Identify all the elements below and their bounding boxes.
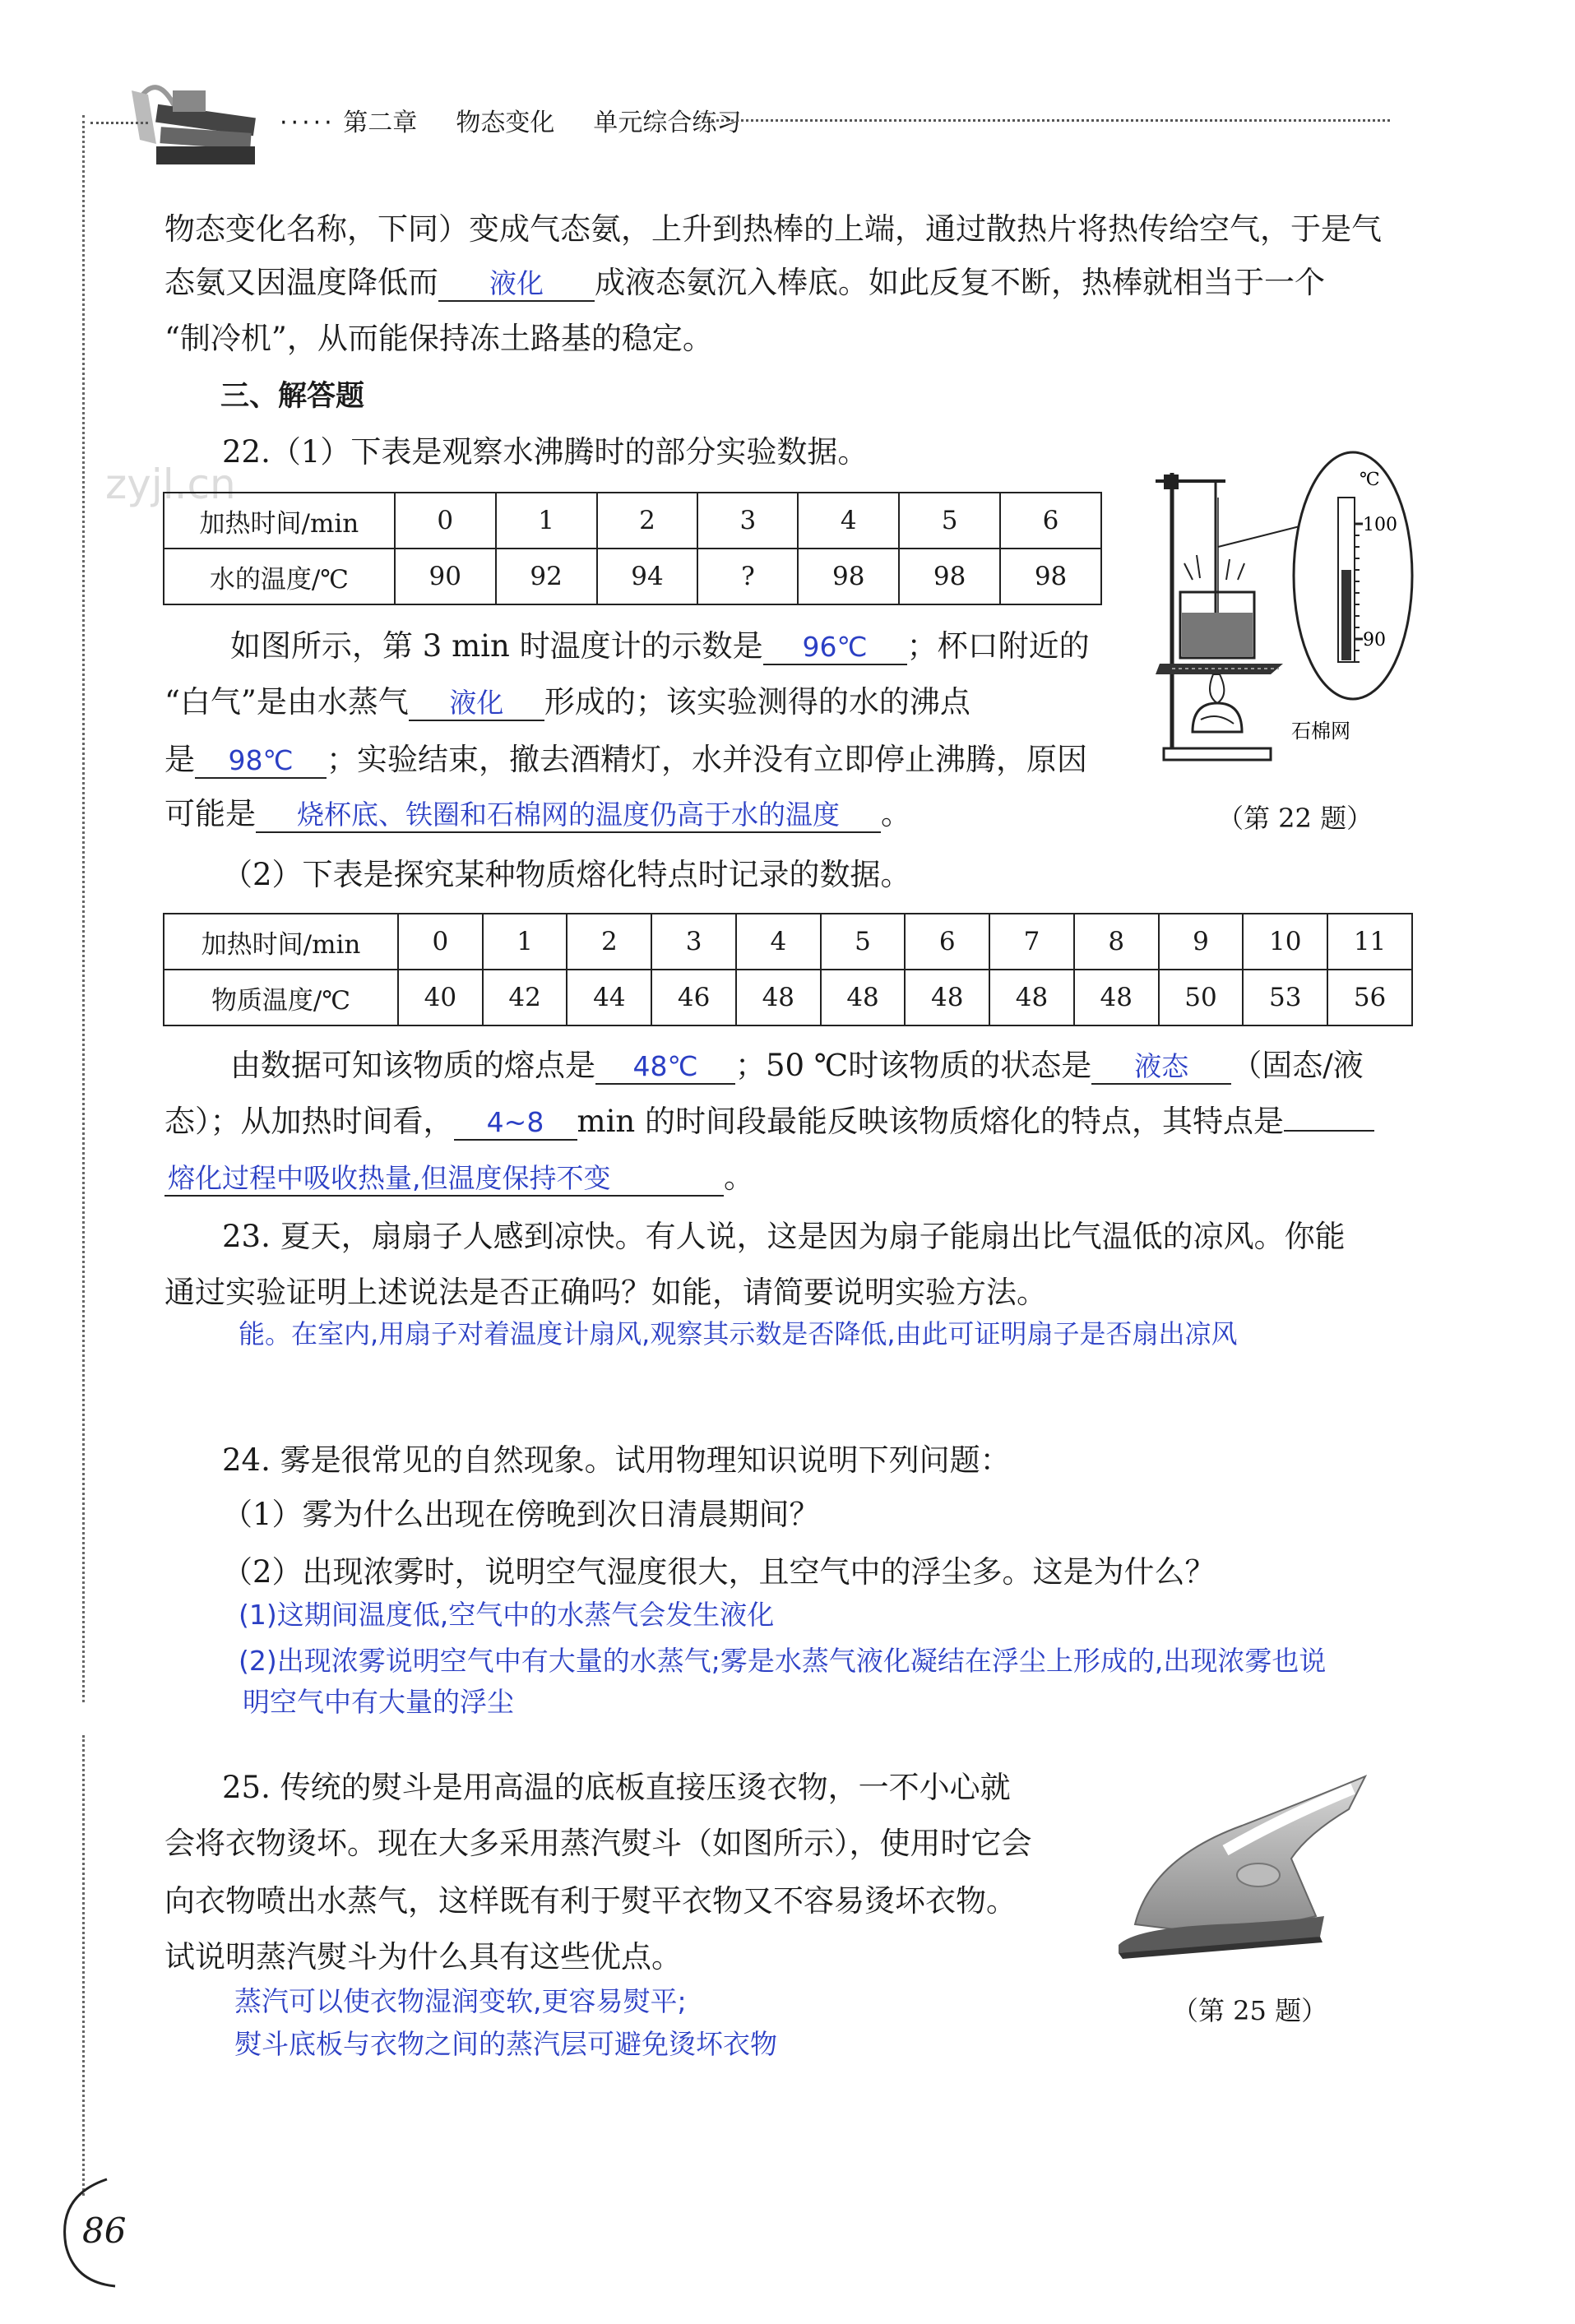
header-books-logo xyxy=(123,66,271,173)
table-cell: 2 xyxy=(567,914,651,970)
table-cell: 98 xyxy=(1000,549,1101,604)
answer-liquefy-1: 液化 xyxy=(489,267,544,299)
table-cell: 56 xyxy=(1327,970,1412,1025)
table-cell: 2 xyxy=(597,493,698,549)
table-cell: 40 xyxy=(398,970,483,1025)
table-cell: 50 xyxy=(1159,970,1244,1025)
table-cell: 1 xyxy=(483,914,567,970)
intro-line-2: 态氨又因温度降低而 液化 成液态氨沉入棒底。如此反复不断，热棒就相当于一个 xyxy=(164,265,1325,300)
figure-25-caption: （第 25 题） xyxy=(1172,1995,1328,2026)
q24-answer-1: (1)这期间温度低,空气中的水蒸气会发生液化 xyxy=(239,1599,775,1631)
header-chapter: 第二章 xyxy=(343,109,418,137)
table-cell: 48 xyxy=(905,970,989,1025)
table-cell: 48 xyxy=(821,970,906,1025)
header-title: ····· 第二章 物态变化 单元综合练习 xyxy=(280,109,742,137)
boiling-apparatus-figure xyxy=(1147,448,1427,769)
left-margin-dots-top xyxy=(82,115,85,1702)
gauze-label: 石棉网 xyxy=(1291,720,1350,743)
table-cell: 98 xyxy=(798,549,899,604)
q22-melt-line-3: 熔化过程中吸收热量,但温度保持不变 。 xyxy=(164,1158,754,1197)
answer-melting-feature: 熔化过程中吸收热量,但温度保持不变 xyxy=(168,1162,611,1194)
answer-time-range: 4~8 xyxy=(486,1106,544,1138)
table-cell: 1 xyxy=(496,493,597,549)
table-cell: 48 xyxy=(1074,970,1159,1025)
header-dots-right xyxy=(707,119,1390,122)
scale-label-90: 90 xyxy=(1363,630,1386,650)
answer-reason-not-stop: 烧杯底、铁圈和石棉网的温度仍高于水的温度 xyxy=(297,799,840,831)
melting-table xyxy=(163,913,1413,1026)
table-row-label: 加热时间/min xyxy=(164,914,398,970)
watermark: zyjl.cn xyxy=(105,461,236,508)
table-cell: 0 xyxy=(395,493,496,549)
q25-answer-1: 蒸汽可以使衣物湿润变软,更容易熨平; xyxy=(234,1985,687,2017)
q24-line-3: （2）出现浓雾时，说明空气湿度很大，且空气中的浮尘多。这是为什么？ xyxy=(222,1554,1216,1590)
table-cell: 5 xyxy=(899,493,1000,549)
answer-96c: 96℃ xyxy=(802,631,868,663)
q25-line-2: 会将衣物烫坏。现在大多采用蒸汽熨斗（如图所示），使用时它会 xyxy=(164,1826,1032,1861)
q22-line-1: 如图所示，第 3 min 时温度计的示数是 96℃ ；杯口附近的 xyxy=(230,628,1090,664)
figure-22-caption: （第 22 题） xyxy=(1217,803,1373,834)
table-row-temp xyxy=(164,549,1101,604)
table-row-label: 加热时间/min xyxy=(164,493,395,549)
q22-melt-line-2: 态）；从加热时间看， 4~8 min 的时间段最能反映该物质熔化的特点，其特点是 xyxy=(164,1102,1374,1141)
table-cell: ? xyxy=(697,549,798,604)
q22-part1-intro: 22.（1）下表是观察水沸腾时的部分实验数据。 xyxy=(222,434,869,470)
table-row-time xyxy=(164,914,1412,970)
intro-line-1: 物态变化名称，下同）变成气态氨，上升到热棒的上端，通过散热片将热传给空气，于是气 xyxy=(164,211,1382,247)
answer-melting-point: 48℃ xyxy=(632,1050,698,1082)
left-margin-dots-bottom xyxy=(82,1735,85,2196)
scale-label-100: 100 xyxy=(1363,515,1397,535)
thermometer-mercury xyxy=(1341,570,1351,660)
q25-line-4: 试说明蒸汽熨斗为什么具有这些优点。 xyxy=(164,1939,682,1974)
q25-line-1: 25. 传统的熨斗是用高温的底板直接压烫衣物，一不小心就 xyxy=(222,1770,1011,1805)
answer-liquefy-2: 液化 xyxy=(449,687,504,719)
table-row-label: 水的温度/℃ xyxy=(164,549,395,604)
table-row-temp xyxy=(164,970,1412,1025)
table-cell: 6 xyxy=(1000,493,1101,549)
q22-line-4: 可能是 烧杯底、铁圈和石棉网的温度仍高于水的温度 。 xyxy=(164,796,911,831)
page-number: 86 xyxy=(82,2211,127,2251)
q23-answer: 能。在室内,用扇子对着温度计扇风,观察其示数是否降低,由此可证明扇子是否扇出凉风 xyxy=(239,1318,1238,1349)
q22-melt-line-1: 由数据可知该物质的熔点是 48℃ ；50 ℃时该物质的状态是 液态 （固态/液 xyxy=(230,1048,1364,1083)
header-topic: 物态变化 xyxy=(456,109,555,137)
table-cell: 48 xyxy=(989,970,1074,1025)
table-row-time xyxy=(164,493,1101,549)
table-cell: 53 xyxy=(1243,970,1327,1025)
table-cell: 10 xyxy=(1243,914,1327,970)
table-cell: 4 xyxy=(798,493,899,549)
header-dots-left xyxy=(90,122,148,124)
table-cell: 7 xyxy=(989,914,1074,970)
table-cell: 3 xyxy=(651,914,736,970)
thermometer-unit: ℃ xyxy=(1360,470,1380,490)
table-row-label: 物质温度/℃ xyxy=(164,970,398,1025)
q25-answer-2: 熨斗底板与衣物之间的蒸汽层可避免烫坏衣物 xyxy=(234,2028,777,2060)
intro-line-3: “制冷机”，从而能保持冻土路基的稳定。 xyxy=(164,321,713,356)
q24-line-1: 24. 雾是很常见的自然现象。试用物理知识说明下列问题： xyxy=(222,1442,1011,1478)
q24-line-2: （1）雾为什么出现在傍晚到次日清晨期间？ xyxy=(222,1497,820,1532)
water-boiling-table xyxy=(163,492,1102,605)
q22-line-2: “白气”是由水蒸气 液化 形成的；该实验测得的水的沸点 xyxy=(164,684,970,720)
table-cell: 90 xyxy=(395,549,496,604)
steam-iron-figure xyxy=(1102,1760,1373,1974)
q22-line-3: 是 98℃ ；实验结束，撤去酒精灯，水并没有立即停止沸腾，原因 xyxy=(164,742,1087,777)
q22-part2-intro: （2）下表是探究某种物质熔化特点时记录的数据。 xyxy=(222,857,911,892)
table-cell: 94 xyxy=(597,549,698,604)
section-3-title: 三、解答题 xyxy=(220,380,365,413)
q23-line-1: 23. 夏天，扇扇子人感到凉快。有人说，这是因为扇子能扇出比气温低的凉风。你能 xyxy=(222,1219,1346,1254)
answer-98c: 98℃ xyxy=(228,744,294,776)
table-cell: 5 xyxy=(821,914,906,970)
table-cell: 42 xyxy=(483,970,567,1025)
table-cell: 0 xyxy=(398,914,483,970)
table-cell: 92 xyxy=(496,549,597,604)
answer-liquid-state: 液态 xyxy=(1134,1050,1189,1082)
table-cell: 11 xyxy=(1327,914,1412,970)
table-cell: 48 xyxy=(736,970,821,1025)
table-cell: 4 xyxy=(736,914,821,970)
q24-answer-2a: (2)出现浓雾说明空气中有大量的水蒸气;雾是水蒸气液化凝结在浮尘上形成的,出现浓雾也说 xyxy=(239,1645,1327,1677)
table-cell: 6 xyxy=(905,914,989,970)
table-cell: 44 xyxy=(567,970,651,1025)
q24-answer-2b: 明空气中有大量的浮尘 xyxy=(243,1686,514,1718)
q25-line-3: 向衣物喷出水蒸气，这样既有利于熨平衣物又不容易烫坏衣物。 xyxy=(164,1883,1017,1919)
table-cell: 46 xyxy=(651,970,736,1025)
table-cell: 9 xyxy=(1159,914,1244,970)
table-cell: 8 xyxy=(1074,914,1159,970)
table-cell: 98 xyxy=(899,549,1000,604)
q23-line-2: 通过实验证明上述说法是否正确吗？如能，请简要说明实验方法。 xyxy=(164,1275,1047,1310)
table-cell: 3 xyxy=(697,493,798,549)
header-section: 单元综合练习 xyxy=(593,109,742,137)
